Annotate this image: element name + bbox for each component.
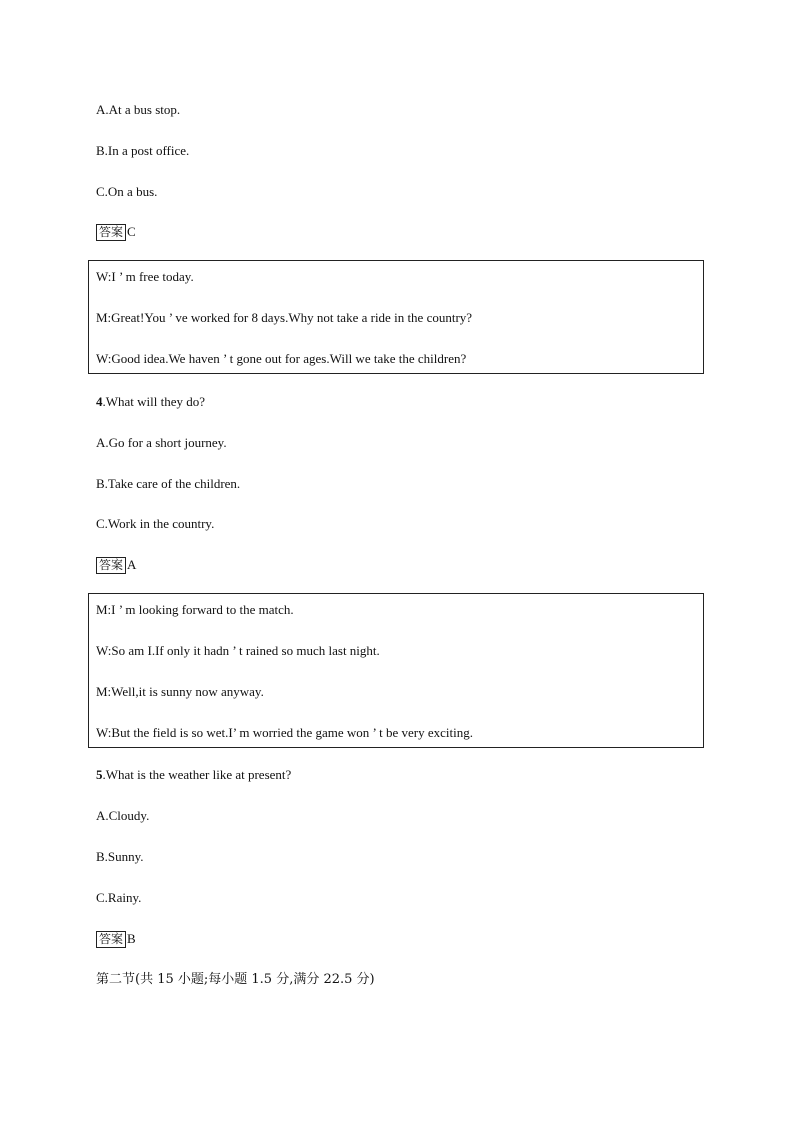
answer-value: A [127, 557, 137, 572]
q4-answer [96, 557, 136, 574]
answer-value: C [127, 224, 136, 239]
dialog-line: M:I ’ m looking forward to the match. [96, 602, 294, 617]
question-number: 4 [96, 394, 103, 409]
dialog-line: M:Great!You ’ ve worked for 8 days.Why not take a ride in the country? [96, 310, 473, 325]
dialog-line: W:So am I.If only it hadn ’ t rained so much last night. [96, 643, 380, 658]
q3-option-a: A.At a bus stop. [96, 102, 181, 117]
q4-option-b: B.Take care of the children. [96, 476, 241, 491]
answer-label: 答案 [96, 557, 126, 574]
dialog-box-q4 [88, 260, 704, 374]
q4-option-c: C.Work in the country. [96, 516, 215, 531]
answer-label: 答案 [96, 931, 126, 948]
q4-question [96, 394, 205, 410]
dialog-line: M:Well,it is sunny now anyway. [96, 684, 264, 699]
section-heading: 第二节(共 15 小题;每小题 1.5 分,满分 22.5 分) [96, 972, 375, 987]
q5-option-a: A.Cloudy. [96, 808, 150, 823]
dialog-line: W:But the field is so wet.I’ m worried the game won ’ t be very exciting. [96, 725, 474, 740]
q3-option-c: C.On a bus. [96, 184, 158, 199]
answer-value: B [127, 931, 136, 946]
q5-question [96, 767, 291, 783]
q4-option-a: A.Go for a short journey. [96, 435, 227, 450]
q5-option-b: B.Sunny. [96, 849, 144, 864]
q3-answer [96, 224, 136, 241]
q5-option-c: C.Rainy. [96, 890, 142, 905]
dialog-line: W:Good idea.We haven ’ t gone out for ages.Will we take the children? [96, 351, 467, 366]
question-number: 5 [96, 767, 103, 782]
q5-answer [96, 931, 136, 948]
dialog-box-q5 [88, 593, 704, 748]
dialog-line: W:I ’ m free today. [96, 269, 194, 284]
question-text: .What will they do? [102, 394, 206, 409]
question-text: .What is the weather like at present? [102, 767, 292, 782]
answer-label: 答案 [96, 224, 126, 241]
q3-option-b: B.In a post office. [96, 143, 190, 158]
